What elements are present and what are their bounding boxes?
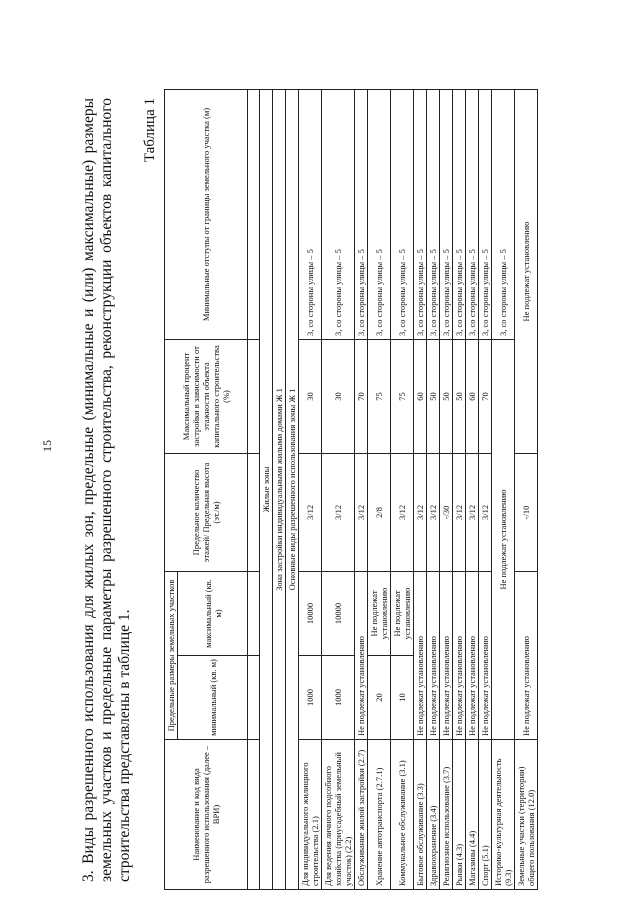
table-row (355, 89, 368, 889)
header-setback: Минимальные отступы от границы земельного участка (м) (165, 89, 248, 339)
cell-floors: 3/12 (391, 453, 414, 571)
header-min: минимальный (кв. м) (178, 656, 248, 740)
table-row (391, 89, 414, 889)
cell-vri-name: Хранение автотранспорта (2.7.1) (368, 740, 391, 890)
cell-floors: 3/12 (322, 453, 355, 571)
header-max: максимальный (кв. м) (178, 571, 248, 655)
cell-percent: 30 (322, 339, 355, 453)
cell-size-not-established: Не подлежат установлению (440, 571, 453, 739)
intro-paragraph: 3. Виды разрешенного использования для жилых зон, предельные (минимальные и (или) максимальные) размеры земельных участков и предельные параметры разрешенного строительства, реконструкции объектов капитального строительства представлены в таблице 1. (80, 98, 133, 882)
cell-floors: 3/12 (466, 453, 479, 571)
cell-setback: 3, со стороны улицы – 5 (368, 89, 391, 339)
cell-vri-name: Магазины (4.4) (466, 740, 479, 890)
cell-floors: -/10 (515, 453, 538, 571)
cell-min-size: 1000 (299, 656, 322, 740)
cell-setback: 3, со стороны улицы – 5 (414, 89, 427, 339)
section-main: Основные виды разрешенного использования зоны Ж 1 (286, 89, 299, 889)
section-zone: Жилые зоны (260, 89, 273, 889)
regulations-table (164, 89, 538, 890)
cell-vri-name: Историко-культурная деятельность (9.3) (492, 740, 515, 890)
cell-vri-name: Спорт (5.1) (479, 740, 492, 890)
cell-floors: 3/12 (479, 453, 492, 571)
header-sizes-group: Предельные размеры земельных участков (165, 571, 178, 739)
cell-vri-name: Бытовое обслуживание (3.3) (414, 740, 427, 890)
table-row (414, 89, 427, 889)
col-number (248, 339, 260, 453)
cell-vri-name: Коммунальное обслуживание (3.1) (391, 740, 414, 890)
cell-size-not-established: Не подлежат установлению (355, 571, 368, 739)
cell-vri-name: Для индивидуального жилищного строительства (2.1) (299, 740, 322, 890)
cell-vri-name: Религиозное использование (3.7) (440, 740, 453, 890)
table-row (479, 89, 492, 889)
cell-size-not-established: Не подлежат установлению (479, 571, 492, 739)
section-subzone: Зона застройки индивидуальными жилыми домами Ж 1 (273, 89, 286, 889)
cell-percent: 60 (414, 339, 427, 453)
cell-min-size: 1000 (322, 656, 355, 740)
cell-min-size: 10 (391, 656, 414, 740)
table-row (368, 89, 391, 889)
table-row (299, 89, 322, 889)
col-number (248, 571, 260, 655)
col-number (248, 740, 260, 890)
cell-percent: 60 (466, 339, 479, 453)
cell-size-not-established: Не подлежат установлению (414, 571, 427, 739)
table-caption: Таблица 1 (142, 98, 158, 163)
table-row (453, 89, 466, 889)
cell-setback: 3, со стороны улицы – 5 (479, 89, 492, 339)
table-row (322, 89, 355, 889)
cell-setback: 3, со стороны улицы – 5 (355, 89, 368, 339)
cell-percent: 50 (427, 339, 440, 453)
header-percent: Максимальный процент застройки в зависимости от этажности объекта капитального строительства (%) (165, 339, 248, 453)
rotated-page-content (80, 90, 580, 890)
cell-setback: 3, со стороны улицы – 5 (427, 89, 440, 339)
cell-floors: 2/8 (368, 453, 391, 571)
table-row (492, 89, 515, 889)
cell-not-established: Не подлежат установлению (515, 89, 538, 453)
cell-floors: 3/12 (427, 453, 440, 571)
cell-floors: 3/12 (299, 453, 322, 571)
header-floors: Предельное количество этажей/ Предельная высота (эт./м) (165, 453, 248, 571)
cell-percent: 75 (368, 339, 391, 453)
cell-vri-name: Земельные участки (территории) общего пользования (12.0) (515, 740, 538, 890)
table-row (440, 89, 453, 889)
cell-setback: 3, со стороны улицы – 5 (440, 89, 453, 339)
col-number (248, 656, 260, 740)
cell-setback: 3, со стороны улицы – 5 (299, 89, 322, 339)
table-row (427, 89, 440, 889)
cell-floors: 3/12 (453, 453, 466, 571)
col-number (248, 89, 260, 339)
page-number: 15 (40, 440, 54, 452)
cell-max-size: 10000 (299, 571, 322, 655)
cell-setback: 3, со стороны улицы – 5 (453, 89, 466, 339)
cell-percent: 50 (453, 339, 466, 453)
cell-percent: 30 (299, 339, 322, 453)
cell-percent: 70 (355, 339, 368, 453)
cell-vri-name: Обслуживание жилой застройки (2.7) (355, 740, 368, 890)
table-row (466, 89, 479, 889)
cell-size-not-established: Не подлежат установлению (466, 571, 479, 739)
cell-floors: 3/12 (355, 453, 368, 571)
cell-size-not-established: Не подлежат установлению (453, 571, 466, 739)
cell-setback: 3, со стороны улицы – 5 (322, 89, 355, 339)
cell-max-size: Не подлежат установлению (391, 571, 414, 655)
cell-size-not-established: Не подлежат установлению (515, 571, 538, 739)
cell-setback: 3, со стороны улицы – 5 (466, 89, 479, 339)
cell-setback: 3, со стороны улицы – 5 (492, 89, 515, 339)
col-number (248, 453, 260, 571)
cell-percent: 70 (479, 339, 492, 453)
cell-percent: 75 (391, 339, 414, 453)
cell-max-size: 10000 (322, 571, 355, 655)
cell-not-established: Не подлежат установлению (492, 339, 515, 739)
table-row (515, 89, 538, 889)
cell-vri-name: Рынки (4.3) (453, 740, 466, 890)
cell-vri-name: Для ведения личного подсобного хозяйства (приусадебный земельный участок) (2.2) (322, 740, 355, 890)
cell-percent: 50 (440, 339, 453, 453)
cell-floors: 3/12 (414, 453, 427, 571)
cell-max-size: Не подлежат установлению (368, 571, 391, 655)
cell-vri-name: Здравоохранение (3.4) (427, 740, 440, 890)
cell-size-not-established: Не подлежат установлению (427, 571, 440, 739)
cell-min-size: 20 (368, 656, 391, 740)
header-name: Наименование и код вида разрешенного использования (далее – ВРИ) (165, 740, 248, 890)
cell-setback: 3, со стороны улицы – 5 (391, 89, 414, 339)
cell-floors: -/30 (440, 453, 453, 571)
